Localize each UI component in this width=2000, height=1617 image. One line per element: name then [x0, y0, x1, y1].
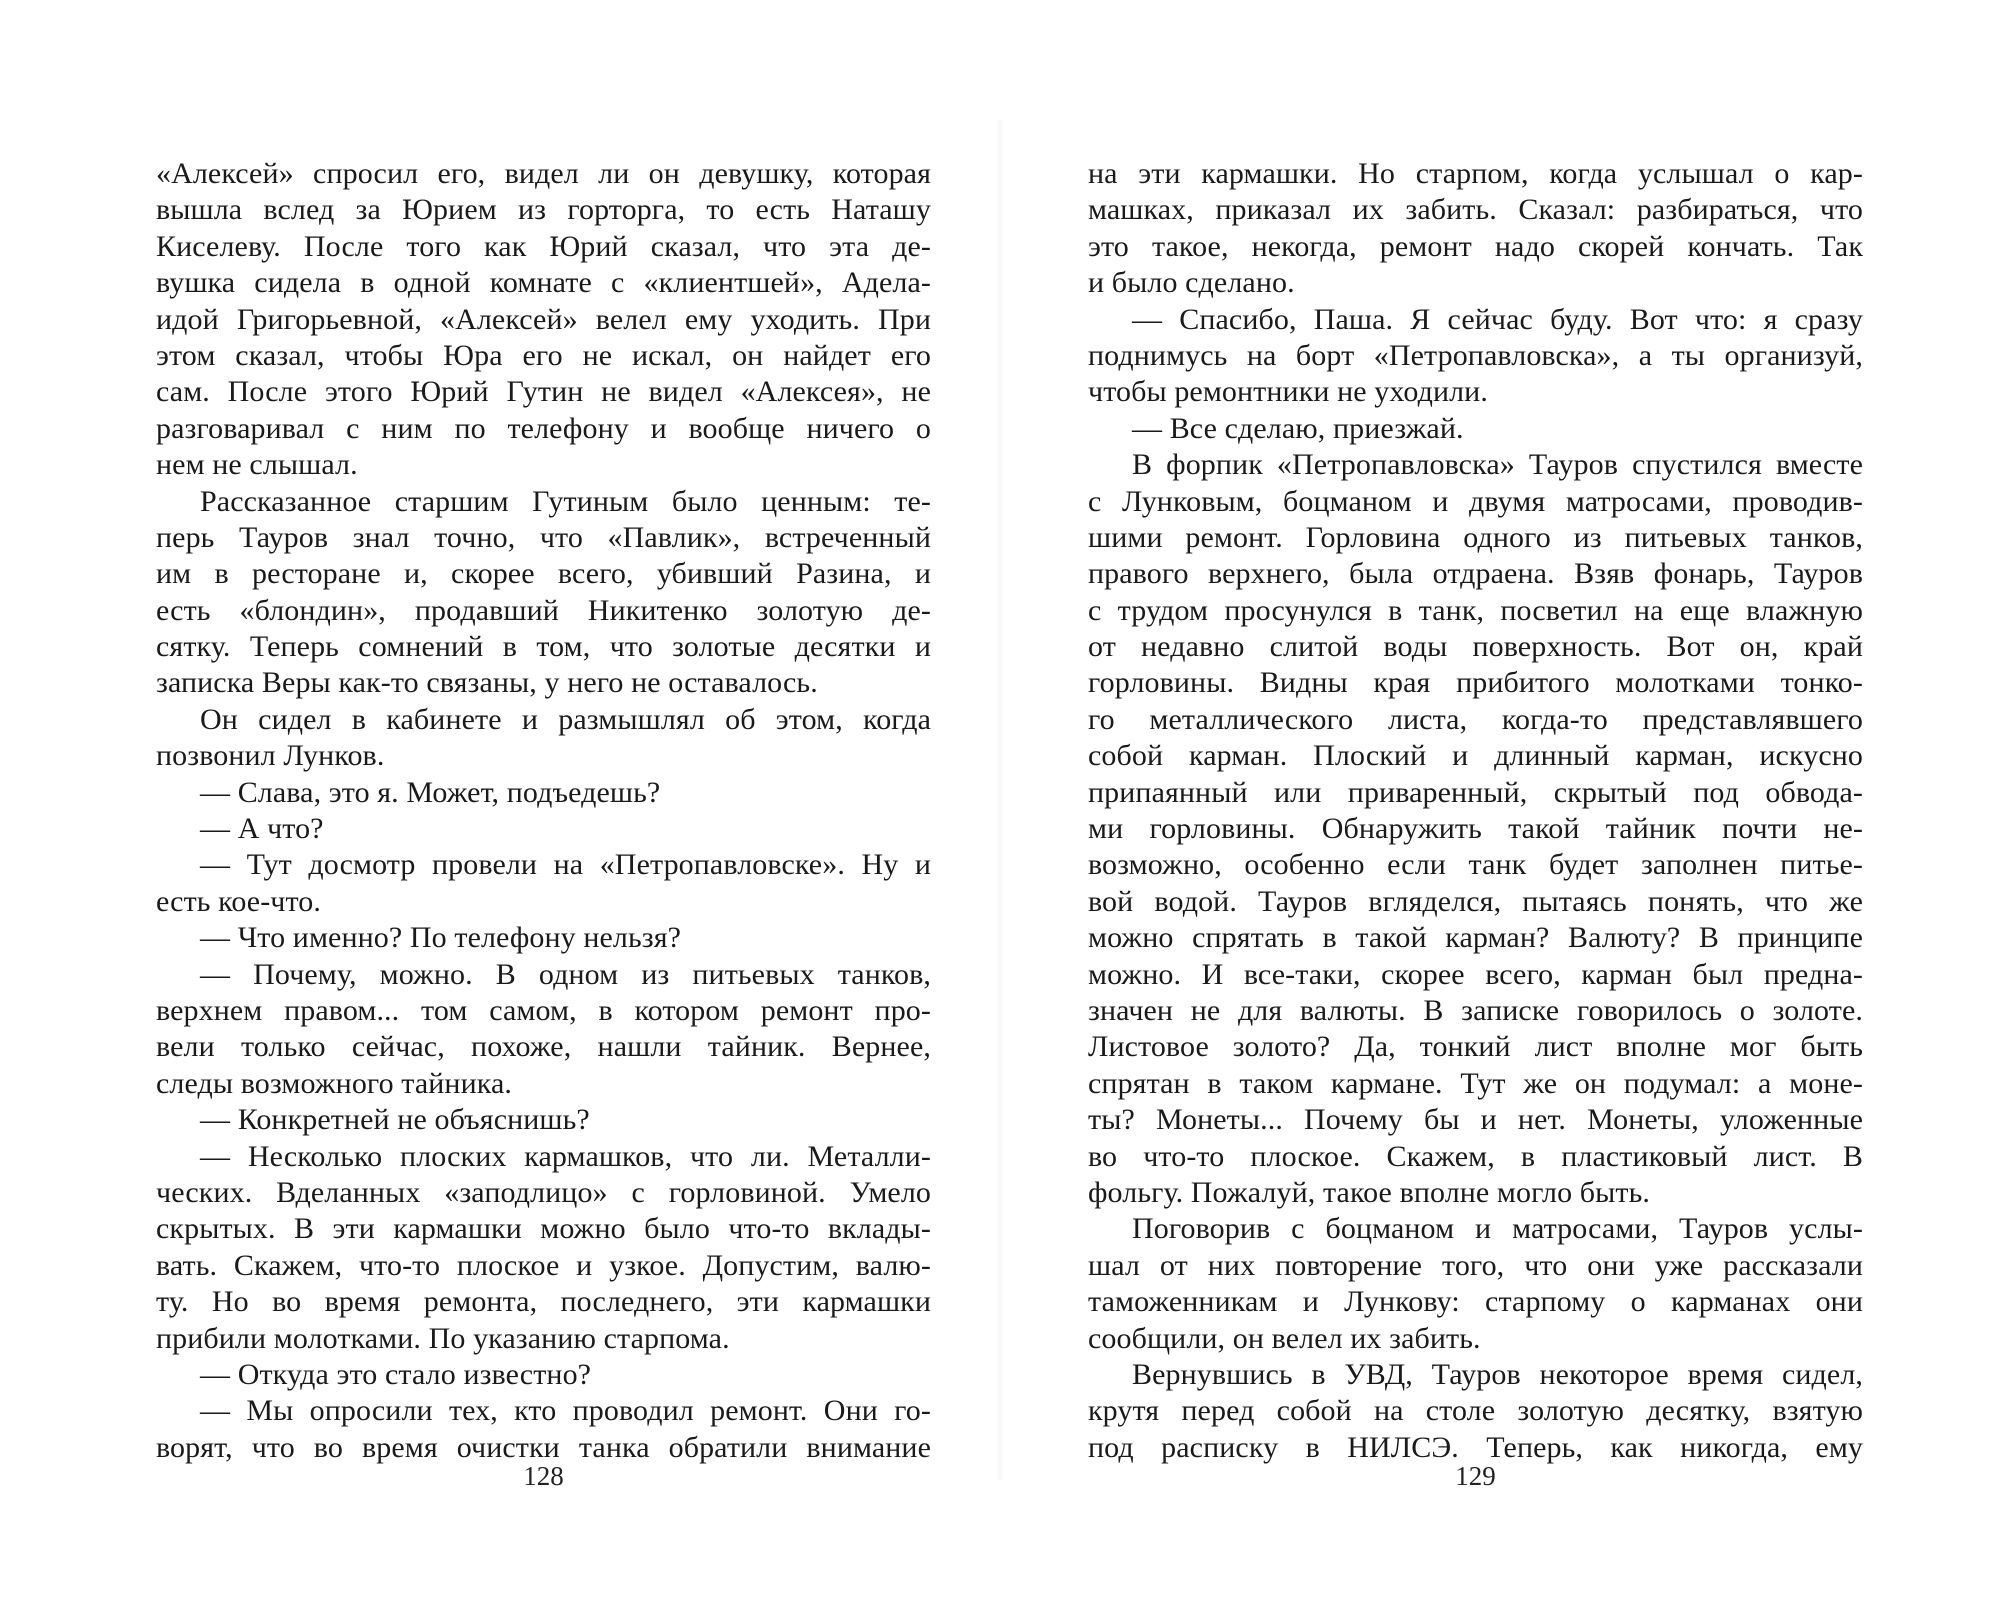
left-page	[156, 156, 931, 1491]
text-line: правого верхнего, была отдраена. Взяв фонарь, Тауров	[1088, 557, 1863, 591]
text-line: им в ресторане и, скорее всего, убивший Разина, и	[156, 557, 931, 591]
text-line: под расписку в НИЛСЭ. Теперь, как никогда, ему	[1088, 1430, 1863, 1464]
text-line: — Несколько плоских кармашков, что ли. Металли-	[200, 1139, 931, 1173]
text-line: перь Тауров знал точно, что «Павлик», встреченный	[156, 520, 931, 554]
text-line: с трудом просунулся в танк, посветил на еще влажную	[1088, 593, 1863, 627]
text-line: есть «блондин», продавший Никитенко золотую де-	[156, 593, 931, 627]
text-line: спрятан в таком кармане. Тут же он подумал: а моне-	[1088, 1066, 1863, 1100]
text-line: скрытых. В эти кармашки можно было что-то вклады-	[156, 1212, 931, 1246]
text-line: Поговорив с боцманом и матросами, Тауров услы-	[1132, 1212, 1863, 1246]
text-line: — Спасибо, Паша. Я сейчас буду. Вот что: я сразу	[1132, 302, 1863, 336]
text-line: и было сделано.	[1088, 266, 1295, 300]
text-line: собой карман. Плоский и длинный карман, искусно	[1088, 739, 1863, 773]
text-line: нем не слышал.	[156, 448, 358, 482]
text-line: сятку. Теперь сомнений в том, что золотые десятки и	[156, 630, 931, 664]
text-line: позвонил Лунков.	[156, 739, 385, 773]
text-line: прибили молотками. По указанию старпома.	[156, 1321, 730, 1355]
book-gutter	[996, 120, 1004, 1480]
text-line: ты? Монеты... Почему бы и нет. Монеты, уложенные	[1088, 1103, 1863, 1137]
right-page-number: 129	[1455, 1461, 1496, 1491]
text-line: разговаривал с ним по телефону и вообще ничего о	[156, 411, 931, 445]
right-page	[1088, 156, 1863, 1491]
text-line: — Откуда это стало известно?	[200, 1357, 592, 1391]
text-line: Рассказанное старшим Гутиным было ценным: те-	[200, 484, 931, 518]
text-line: можно спрятать в такой карман? Валюту? В принципе	[1088, 921, 1863, 955]
text-line: вушка сидела в одной комнате с «клиентшей», Адела-	[156, 266, 931, 300]
text-line: горловины. Видны края прибитого молотками тонко-	[1088, 666, 1863, 700]
text-line: от недавно слитой воды поверхность. Вот он, край	[1088, 630, 1863, 664]
text-line: возможно, особенно если танк будет заполнен питье-	[1088, 848, 1863, 882]
text-line: го металлического листа, когда-то представлявшего	[1088, 702, 1863, 736]
text-line: крутя перед собой на столе золотую десятку, взятую	[1088, 1394, 1863, 1428]
text-line: на эти кармашки. Но старпом, когда услышал о кар-	[1088, 157, 1863, 190]
text-line: следы возможного тайника.	[156, 1066, 512, 1100]
text-line: — Тут досмотр провели на «Петропавловске». Ну и	[200, 848, 931, 882]
right-page-text	[1088, 156, 1863, 1466]
text-line: вышла вслед за Юрием из горторга, то есть Наташу	[156, 193, 931, 227]
left-page-text	[156, 156, 931, 1466]
text-line: шал от них повторение того, что они уже рассказали	[1088, 1248, 1863, 1282]
text-line: В форпик «Петропавловска» Тауров спустился вместе	[1132, 448, 1863, 482]
text-line: во что-то плоское. Скажем, в пластиковый лист. В	[1088, 1139, 1863, 1173]
text-line: вой водой. Тауров вгляделся, пытаясь понять, что же	[1088, 884, 1863, 918]
text-line: ту. Но во время ремонта, последнего, эти кармашки	[156, 1285, 931, 1319]
text-line: записка Веры как-то связаны, у него не оставалось.	[156, 666, 818, 700]
text-line: таможенникам и Лункову: старпому о карманах они	[1088, 1285, 1863, 1319]
text-line: ми горловины. Обнаружить такой тайник почти не-	[1088, 812, 1863, 846]
text-line: — Конкретней не объяснишь?	[200, 1103, 590, 1137]
text-line: припаянный или приваренный, скрытый под обвода-	[1088, 775, 1863, 809]
text-line: сам. После этого Юрий Гутин не видел «Алексея», не	[156, 375, 931, 409]
text-line: машках, приказал их забить. Сказал: разбираться, что	[1088, 193, 1863, 227]
text-line: — А что?	[200, 812, 324, 846]
text-line: вать. Скажем, что-то плоское и узкое. Допустим, валю-	[156, 1248, 931, 1282]
text-line: Вернувшись в УВД, Тауров некоторое время сидел,	[1132, 1357, 1863, 1391]
text-line: — Все сделаю, приезжай.	[1132, 411, 1464, 445]
text-line: есть кое-что.	[156, 884, 321, 918]
left-page-number: 128	[523, 1461, 564, 1491]
text-line: — Почему, можно. В одном из питьевых танков,	[200, 957, 931, 991]
text-line: — Что именно? По телефону нельзя?	[200, 921, 682, 955]
text-line: — Мы опросили тех, кто проводил ремонт. Они го-	[200, 1394, 931, 1428]
text-line: вели только сейчас, похоже, нашли тайник. Вернее,	[156, 1030, 931, 1064]
text-line: шими ремонт. Горловина одного из питьевых танков,	[1088, 520, 1863, 554]
text-line: — Слава, это я. Может, подъедешь?	[200, 775, 661, 809]
text-line: значен не для валюты. В записке говорилось о золоте.	[1088, 993, 1863, 1027]
text-line: с Лунковым, боцманом и двумя матросами, проводив-	[1088, 484, 1863, 518]
text-line: верхнем правом... том самом, в котором ремонт про-	[156, 993, 931, 1027]
text-line: чтобы ремонтники не уходили.	[1088, 375, 1488, 409]
text-line: Он сидел в кабинете и размышлял об этом, когда	[200, 702, 931, 736]
text-line: Киселеву. После того как Юрий сказал, что эта де-	[156, 229, 931, 263]
text-line: фольгу. Пожалуй, такое вполне могло быть.	[1088, 1175, 1650, 1209]
text-line: ческих. Вделанных «заподлицо» с горловиной. Умело	[156, 1175, 931, 1209]
text-line: сообщили, он велел их забить.	[1088, 1321, 1481, 1355]
text-line: поднимусь на борт «Петропавловска», а ты организуй,	[1088, 338, 1863, 372]
text-line: идой Григорьевной, «Алексей» велел ему уходить. При	[156, 302, 931, 336]
text-line: Листовое золото? Да, тонкий лист вполне мог быть	[1088, 1030, 1863, 1064]
text-line: можно. И все-таки, скорее всего, карман был предна-	[1088, 957, 1863, 991]
text-line: ворят, что во время очистки танка обратили внимание	[156, 1430, 931, 1464]
text-line: это такое, некогда, ремонт надо скорей кончать. Так	[1088, 229, 1863, 263]
text-line: этом сказал, чтобы Юра его не искал, он найдет его	[156, 338, 931, 372]
text-line: «Алексей» спросил его, видел ли он девушку, которая	[156, 157, 931, 190]
